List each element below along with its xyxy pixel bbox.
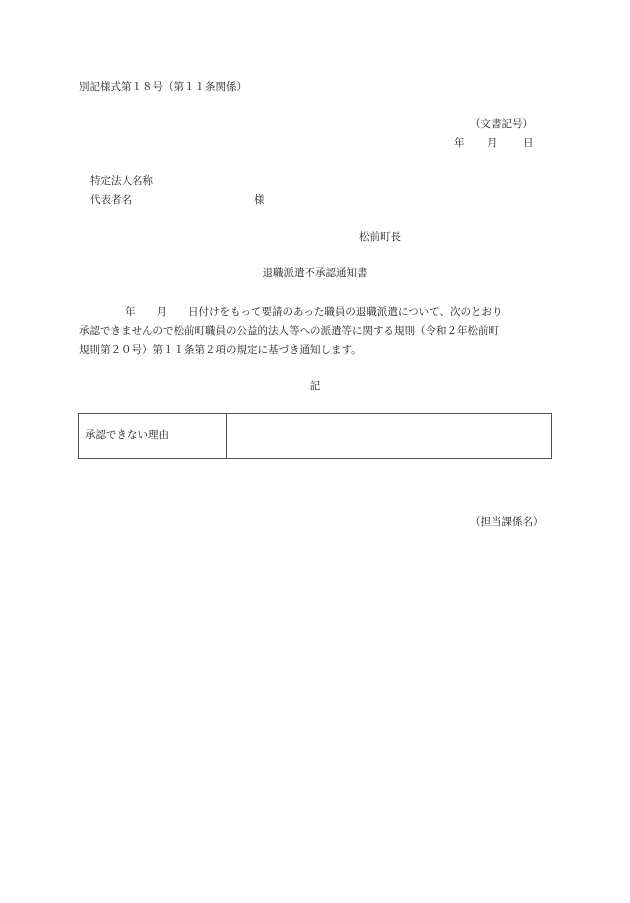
corporation-name-label: 特定法人名称 bbox=[90, 175, 153, 187]
body-paragraph bbox=[79, 303, 559, 360]
body-line-3: 規則第２０号）第１１条第２項の規定に基づき通知します。 bbox=[79, 344, 362, 356]
sender-title: 松前町長 bbox=[359, 231, 401, 243]
document-code: （文書記号） bbox=[470, 118, 533, 130]
body-line-1-text: 日付けをもって要請のあった職員の退職派遣について、次のとおり bbox=[188, 306, 503, 318]
reason-table bbox=[78, 413, 552, 459]
body-year: 年 bbox=[125, 306, 136, 318]
table-row bbox=[79, 414, 552, 459]
date-month: 月 bbox=[487, 137, 498, 149]
reason-value-cell[interactable] bbox=[227, 414, 552, 459]
body-month: 月 bbox=[156, 306, 167, 318]
ki-marker: 記 bbox=[309, 380, 321, 392]
document-title: 退職派遣不承認通知書 bbox=[262, 267, 368, 279]
body-line-1 bbox=[79, 303, 559, 322]
reason-label-cell: 承認できない理由 bbox=[79, 414, 227, 459]
department-name: （担当課係名） bbox=[470, 516, 544, 528]
date-day: 日 bbox=[523, 137, 534, 149]
representative-name-label: 代表者名 bbox=[90, 194, 132, 206]
form-number: 別記様式第１８号（第１１条関係） bbox=[79, 81, 247, 93]
date-year: 年 bbox=[454, 137, 465, 149]
body-line-2: 承認できませんので松前町職員の公益的法人等への派遣等に関する規則（令和２年松前町 bbox=[79, 325, 499, 337]
honorific: 様 bbox=[254, 194, 265, 206]
